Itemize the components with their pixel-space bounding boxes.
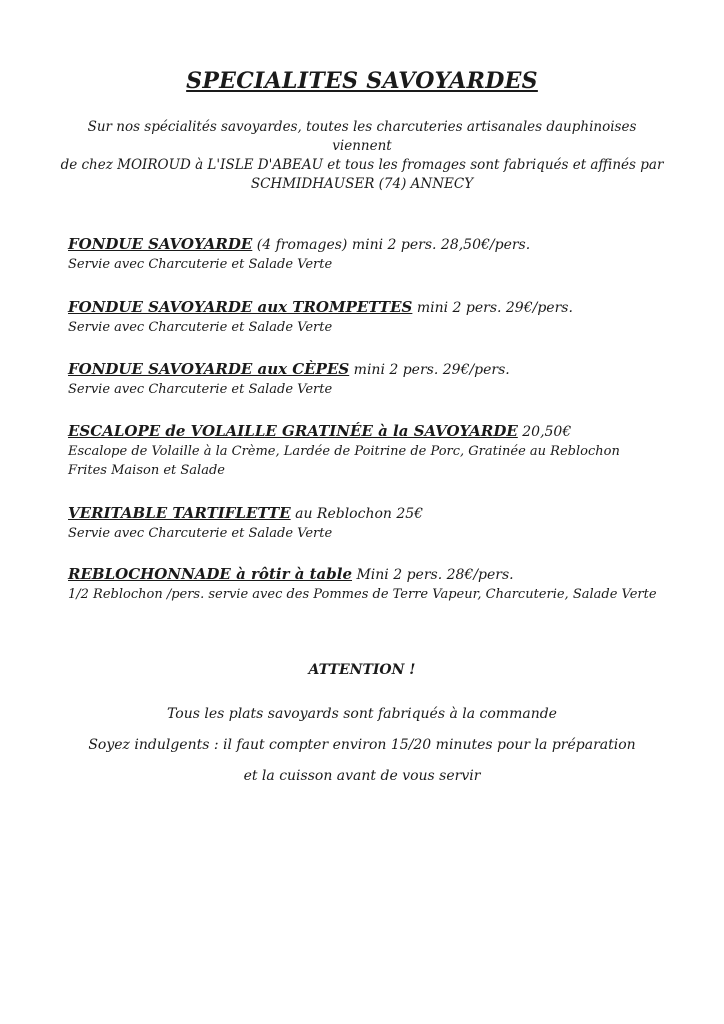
dish-item — [68, 359, 668, 399]
notice-text — [0, 766, 724, 786]
dish-price: (4 fromages) mini 2 pers. 28,50€/pers. — [252, 237, 531, 253]
dish-name: REBLOCHONNADE à rôtir à table — [68, 565, 353, 583]
dish-description: Servie avec Charcuterie et Salade Verte — [68, 320, 333, 335]
dish-item — [68, 503, 668, 543]
dish-name: FONDUE SAVOYARDE aux CÈPES — [68, 360, 350, 378]
notice-line: Tous les plats savoyards sont fabriqués à la commande — [167, 706, 557, 722]
notice-title: ATTENTION ! — [308, 662, 416, 678]
dish-heading — [68, 421, 668, 442]
intro-line: de chez MOIROUD à L'ISLE D'ABEAU et tous les fromages sont fabriqués et affinés par — [60, 157, 664, 173]
notice-line: et la cuisson avant de vous servir — [243, 768, 481, 784]
notice-text — [0, 735, 724, 755]
dish-description: Escalope de Volaille à la Crème, Lardée de Poitrine de Porc, Gratinée au Reblochon — [68, 444, 620, 459]
intro-line: Sur nos spécialités savoyardes, toutes les charcuteries artisanales dauphinoises viennent — [87, 119, 637, 154]
dish-heading — [68, 297, 668, 318]
intro-text — [60, 118, 664, 194]
dish-description: Servie avec Charcuterie et Salade Verte — [68, 382, 333, 397]
dish-heading — [68, 234, 668, 255]
notice-line: Soyez indulgents : il faut compter environ 15/20 minutes pour la préparation — [88, 737, 636, 753]
dish-name: ESCALOPE de VOLAILLE GRATINÉE à la SAVOYARDE — [68, 422, 518, 440]
page-title: SPECIALITES SAVOYARDES — [186, 68, 538, 94]
dish-description: Servie avec Charcuterie et Salade Verte — [68, 526, 333, 541]
notice-block — [0, 662, 724, 678]
dish-item — [68, 564, 668, 604]
dish-price: Mini 2 pers. 28€/pers. — [352, 567, 514, 583]
dish-name: FONDUE SAVOYARDE aux TROMPETTES — [68, 298, 413, 316]
dish-heading — [68, 564, 668, 585]
notice-text — [0, 704, 724, 724]
dish-name: FONDUE SAVOYARDE — [68, 235, 253, 253]
dish-description: Servie avec Charcuterie et Salade Verte — [68, 257, 333, 272]
dish-price: au Reblochon 25€ — [290, 506, 424, 522]
dish-price: 20,50€ — [517, 424, 572, 440]
dish-description: Frites Maison et Salade — [68, 463, 225, 478]
dish-item — [68, 297, 668, 337]
dish-heading — [68, 503, 668, 524]
intro-line: SCHMIDHAUSER (74) ANNECY — [250, 176, 474, 192]
dish-name: VERITABLE TARTIFLETTE — [68, 504, 291, 522]
dish-price: mini 2 pers. 29€/pers. — [349, 362, 510, 378]
dish-item — [68, 421, 668, 480]
dish-item — [68, 234, 668, 274]
dish-description: 1/2 Reblochon /pers. servie avec des Pommes de Terre Vapeur, Charcuterie, Salade Verte — [68, 587, 657, 602]
dish-price: mini 2 pers. 29€/pers. — [412, 300, 573, 316]
dish-heading — [68, 359, 668, 380]
